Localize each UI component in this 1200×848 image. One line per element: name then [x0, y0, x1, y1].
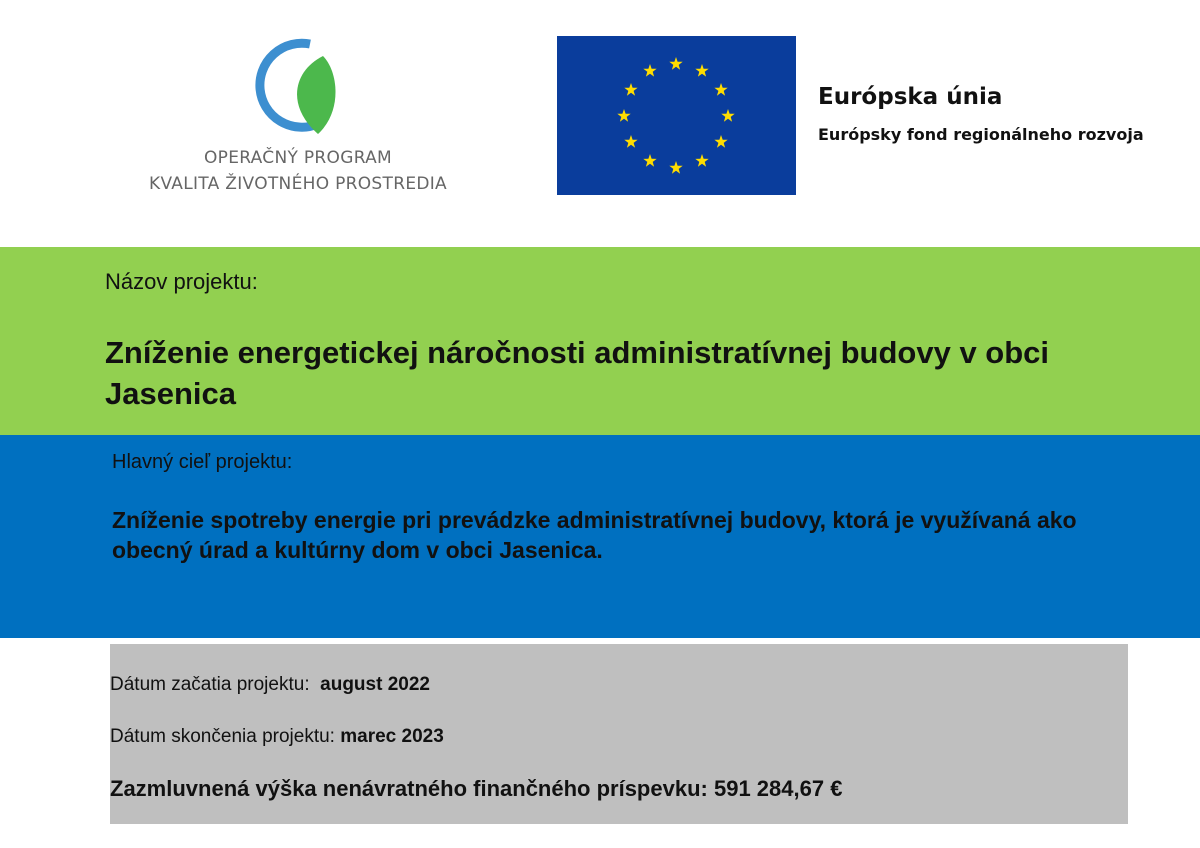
eu-star-icon — [643, 64, 656, 77]
eu-title: Európska únia — [818, 84, 1003, 110]
eu-star-icon — [714, 83, 727, 96]
eu-star-icon — [624, 135, 637, 148]
project-goal: Zníženie spotreby energie pri prevádzke administratívnej budovy, ktorá je využívaná ako obecný úrad a kultúrny dom v obci Jasenica. — [112, 507, 1077, 563]
eu-subtitle: Európsky fond regionálneho rozvoja — [818, 125, 1144, 144]
project-goal-section — [0, 435, 1200, 638]
start-date-label: Dátum začatia projektu: — [110, 674, 310, 695]
project-goal-label: Hlavný cieľ projektu: — [112, 451, 293, 473]
grant-amount-row — [110, 776, 842, 802]
end-date-value: marec 2023 — [340, 726, 444, 747]
eu-star-icon — [643, 154, 656, 167]
operational-program-logo — [118, 36, 478, 196]
eu-star-icon — [714, 135, 727, 148]
end-date-row — [110, 726, 444, 748]
start-date-row — [110, 674, 430, 696]
eu-star-icon — [669, 57, 682, 70]
eu-star-icon — [617, 109, 630, 122]
project-name-label: Názov projektu: — [105, 269, 258, 294]
logo-line-2: KVALITA ŽIVOTNÉHO PROSTREDIA — [149, 174, 447, 194]
eu-star-icon — [669, 161, 682, 174]
leaf-circle-icon — [248, 36, 348, 136]
eu-star-icon — [695, 154, 708, 167]
grant-amount-value: 591 284,67 € — [713, 776, 843, 801]
end-date-label: Dátum skončenia projektu: — [110, 726, 335, 747]
eu-star-icon — [695, 64, 708, 77]
project-details-box — [110, 644, 1128, 824]
project-name-section — [0, 247, 1200, 435]
project-name: Zníženie energetickej náročnosti administratívnej budovy v obci Jasenica — [105, 335, 1050, 411]
eu-flag — [557, 36, 796, 195]
grant-amount-label: Zazmluvnená výška nenávratného finančného príspevku: — [110, 776, 708, 801]
logo-line-1: OPERAČNÝ PROGRAM — [203, 148, 393, 168]
eu-star-icon — [624, 83, 637, 96]
start-date-value: august 2022 — [320, 674, 430, 695]
eu-star-icon — [721, 109, 734, 122]
